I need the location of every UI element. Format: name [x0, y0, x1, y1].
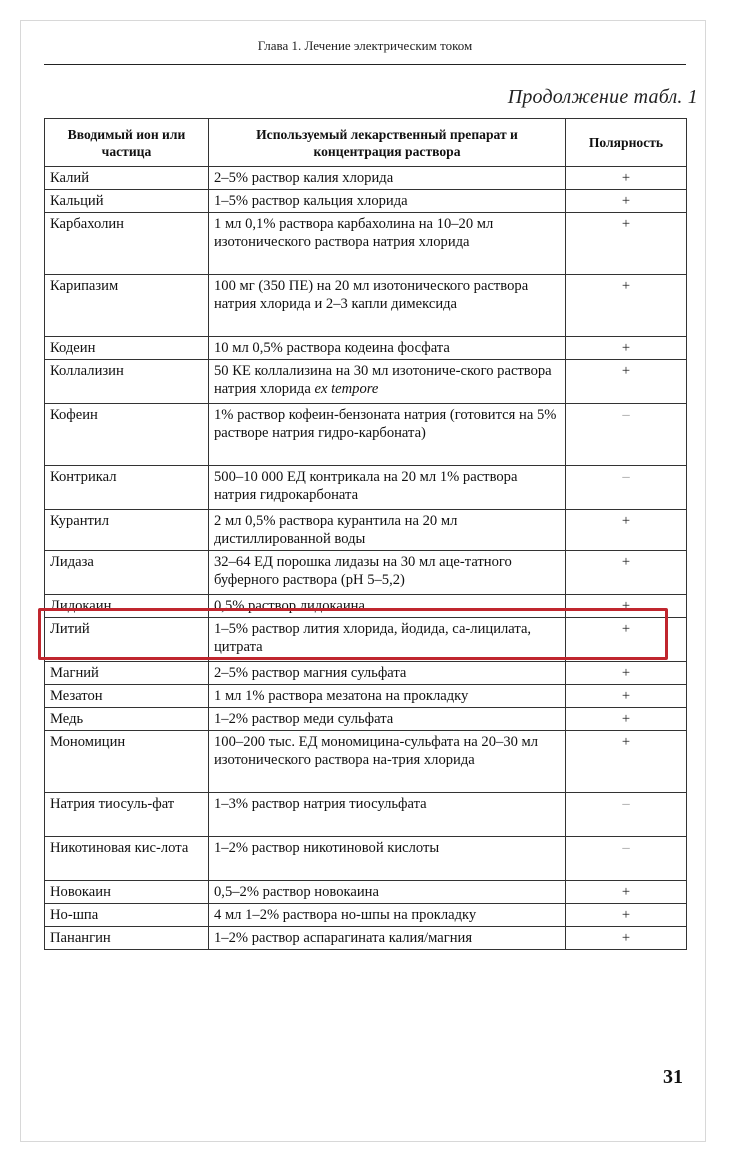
polarity-cell: +: [566, 927, 687, 950]
ion-cell: Карипазим: [45, 275, 209, 337]
drug-text: 1–2% раствор меди сульфата: [214, 711, 394, 727]
drug-text: 2 мл 0,5% раствора курантила на 20 мл дистиллированной воды: [214, 513, 458, 547]
drug-text: 1–3% раствор натрия тиосульфата: [214, 796, 427, 812]
ion-cell: Панангин: [45, 927, 209, 950]
table-row: [45, 510, 687, 551]
drug-text: 1–2% раствор аспарагината калия/магния: [214, 930, 473, 946]
table-row: [45, 927, 687, 950]
polarity-cell: +: [566, 551, 687, 595]
polarity-cell: +: [566, 685, 687, 708]
table-row: [45, 793, 687, 837]
table-row: [45, 167, 687, 190]
polarity-cell: +: [566, 904, 687, 927]
polarity-cell: +: [566, 190, 687, 213]
table-row: [45, 213, 687, 275]
table-row: [45, 190, 687, 213]
drug-cell: [209, 837, 566, 881]
drug-text: 2–5% раствор калия хлорида: [214, 170, 394, 186]
table-row: [45, 685, 687, 708]
polarity-cell: +: [566, 337, 687, 360]
drug-cell: [209, 731, 566, 793]
ion-cell: Кофеин: [45, 404, 209, 466]
drug-cell: [209, 881, 566, 904]
ion-cell: Медь: [45, 708, 209, 731]
drug-cell: [209, 337, 566, 360]
ion-cell: Лидаза: [45, 551, 209, 595]
drug-text: 500–10 000 ЕД контрикала на 20 мл 1% раствора натрия гидрокарбоната: [214, 469, 518, 503]
drug-cell: [209, 904, 566, 927]
drug-cell: [209, 618, 566, 662]
ion-cell: Курантил: [45, 510, 209, 551]
ion-cell: Мономицин: [45, 731, 209, 793]
drug-cell: [209, 510, 566, 551]
polarity-cell: +: [566, 731, 687, 793]
polarity-cell: +: [566, 213, 687, 275]
table-row: [45, 404, 687, 466]
table-row: [45, 662, 687, 685]
table-row: [45, 275, 687, 337]
polarity-cell: +: [566, 708, 687, 731]
drug-text: 1 мл 0,1% раствора карбахолина на 10–20 мл изотонического раствора натрия хлорида: [214, 216, 494, 250]
polarity-cell: –: [566, 404, 687, 466]
polarity-cell: +: [566, 510, 687, 551]
drug-cell: [209, 275, 566, 337]
drug-text: 100 мг (350 ПЕ) на 20 мл изотонического раствора натрия хлорида и 2–3 капли димексида: [214, 278, 529, 312]
drug-cell: [209, 793, 566, 837]
table-row: [45, 618, 687, 662]
drug-cell: [209, 213, 566, 275]
polarity-cell: +: [566, 595, 687, 618]
column-header-drug: Используемый лекарственный препарат и концентрация раствора: [209, 119, 566, 167]
column-header-ion: Вводимый ион или частица: [45, 119, 209, 167]
table-row: [45, 881, 687, 904]
ion-cell: Мезатон: [45, 685, 209, 708]
drug-text: 32–64 ЕД порошка лидазы на 30 мл аце-татного буферного раствора (pH 5–5,2): [214, 554, 512, 588]
drug-cell: [209, 167, 566, 190]
polarity-cell: –: [566, 793, 687, 837]
polarity-cell: +: [566, 618, 687, 662]
ion-table: [44, 118, 687, 950]
drug-cell: [209, 685, 566, 708]
polarity-cell: +: [566, 167, 687, 190]
ion-cell: Лидокаин: [45, 595, 209, 618]
ion-cell: Никотиновая кис-лота: [45, 837, 209, 881]
ion-cell: Кальций: [45, 190, 209, 213]
ion-cell: Литий: [45, 618, 209, 662]
drug-text: 1 мл 1% раствора мезатона на прокладку: [214, 688, 469, 704]
ion-cell: Натрия тиосуль-фат: [45, 793, 209, 837]
drug-text: 1–2% раствор никотиновой кислоты: [214, 840, 440, 856]
drug-text: 10 мл 0,5% раствора кодеина фосфата: [214, 340, 450, 356]
drug-text: 50 КЕ коллализина на 30 мл изотониче-ского раствора натрия хлорида: [214, 363, 552, 397]
polarity-cell: +: [566, 662, 687, 685]
drug-cell: [209, 404, 566, 466]
polarity-cell: +: [566, 275, 687, 337]
table-caption: Продолжение табл. 1: [507, 86, 698, 108]
table-row: [45, 466, 687, 510]
ion-cell: Калий: [45, 167, 209, 190]
table-header-row: [45, 119, 687, 167]
drug-text: 0,5–2% раствор новокаина: [214, 884, 379, 900]
drug-text: 4 мл 1–2% раствора но-шпы на прокладку: [214, 907, 477, 923]
polarity-cell: –: [566, 466, 687, 510]
running-title: Глава 1. Лечение электрическим током: [257, 38, 473, 53]
drug-text: 0,5% раствор лидокаина: [214, 598, 365, 614]
drug-cell: [209, 360, 566, 404]
table-row: [45, 595, 687, 618]
drug-text: 1–5% раствор кальция хлорида: [214, 193, 408, 209]
table-row: [45, 904, 687, 927]
polarity-cell: +: [566, 881, 687, 904]
table-row: [45, 360, 687, 404]
drug-cell: [209, 927, 566, 950]
drug-cell: [209, 662, 566, 685]
table-row: [45, 731, 687, 793]
drug-cell: [209, 551, 566, 595]
drug-cell: [209, 466, 566, 510]
drug-italic-text: ex tempore: [314, 381, 379, 397]
polarity-cell: –: [566, 837, 687, 881]
column-header-polarity: Полярность: [566, 119, 687, 167]
drug-text: 1–5% раствор лития хлорида, йодида, са-лицилата, цитрата: [214, 621, 532, 655]
polarity-cell: +: [566, 360, 687, 404]
table-row: [45, 708, 687, 731]
drug-cell: [209, 595, 566, 618]
drug-text: 1% раствор кофеин-бензоната натрия (готовится на 5% растворе натрия гидро-карбоната): [214, 407, 557, 441]
table-row-highlighted: [45, 551, 687, 595]
ion-cell: Карбахолин: [45, 213, 209, 275]
drug-cell: [209, 708, 566, 731]
drug-text: 100–200 тыс. ЕД мономицина-сульфата на 20–30 мл изотонического раствора на-трия хлорида: [214, 734, 539, 768]
ion-cell: Кодеин: [45, 337, 209, 360]
ion-cell: Коллализин: [45, 360, 209, 404]
ion-cell: Магний: [45, 662, 209, 685]
header-rule: [44, 64, 686, 65]
page-number: 31: [663, 1066, 683, 1088]
ion-cell: Новокаин: [45, 881, 209, 904]
drug-text: 2–5% раствор магния сульфата: [214, 665, 407, 681]
ion-cell: Но-шпа: [45, 904, 209, 927]
table-row: [45, 337, 687, 360]
ion-cell: Контрикал: [45, 466, 209, 510]
drug-cell: [209, 190, 566, 213]
table-row: [45, 837, 687, 881]
